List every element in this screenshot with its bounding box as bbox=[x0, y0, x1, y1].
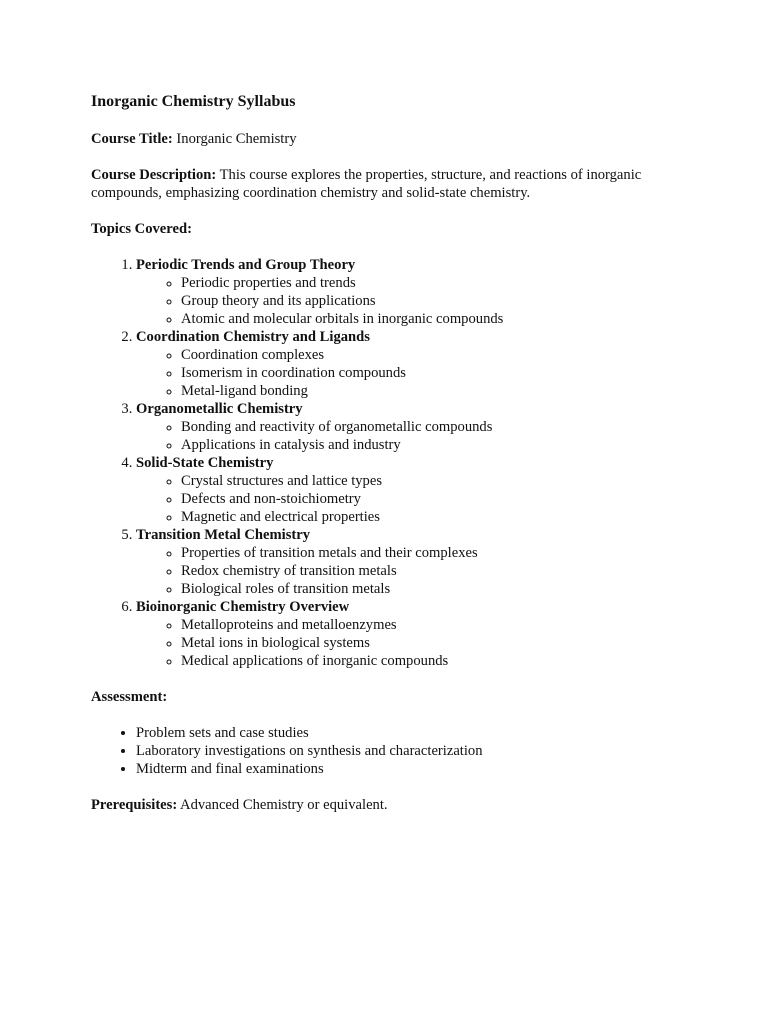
topic-item bbox=[136, 256, 681, 328]
subtopic-item: ◦ Metalloproteins and metalloenzymes bbox=[181, 616, 681, 634]
assessment-item: • Problem sets and case studies bbox=[136, 724, 681, 742]
topic-title: Solid-State Chemistry bbox=[136, 455, 274, 471]
topics-heading: Topics Covered: bbox=[91, 221, 192, 237]
document-page bbox=[91, 92, 681, 832]
topic-item bbox=[136, 400, 681, 454]
topic-title: Coordination Chemistry and Ligands bbox=[136, 329, 370, 345]
subtopic-item: ◦ Applications in catalysis and industry bbox=[181, 436, 681, 454]
subtopic-item: ◦ Metal ions in biological systems bbox=[181, 634, 681, 652]
subtopic-item: ◦ Magnetic and electrical properties bbox=[181, 508, 681, 526]
subtopic-item: ◦ Atomic and molecular orbitals in inorganic compounds bbox=[181, 310, 681, 328]
prerequisites-label: Prerequisites: bbox=[91, 797, 178, 813]
subtopic-item: ◦ Bonding and reactivity of organometallic compounds bbox=[181, 418, 681, 436]
subtopic-item: ◦ Isomerism in coordination compounds bbox=[181, 364, 681, 382]
course-description bbox=[91, 166, 681, 202]
assessment-list bbox=[91, 724, 681, 778]
subtopic-item: ◦ Redox chemistry of transition metals bbox=[181, 562, 681, 580]
document-title: Inorganic Chemistry Syllabus bbox=[91, 93, 296, 110]
subtopic-list bbox=[136, 274, 681, 328]
subtopic-list bbox=[136, 418, 681, 454]
subtopic-item: ◦ Coordination complexes bbox=[181, 346, 681, 364]
subtopic-item: ◦ Medical applications of inorganic compounds bbox=[181, 652, 681, 670]
subtopic-item: ◦ Group theory and its applications bbox=[181, 292, 681, 310]
topic-item bbox=[136, 328, 681, 400]
course-title-value: Inorganic Chemistry bbox=[176, 131, 297, 147]
course-title-label: Course Title: bbox=[91, 131, 173, 147]
subtopic-item: ◦ Defects and non-stoichiometry bbox=[181, 490, 681, 508]
topic-title: Periodic Trends and Group Theory bbox=[136, 257, 356, 273]
subtopic-list bbox=[136, 616, 681, 670]
course-title-line bbox=[91, 130, 681, 148]
subtopic-item: ◦ Metal-ligand bonding bbox=[181, 382, 681, 400]
subtopic-list bbox=[136, 472, 681, 526]
subtopic-item: ◦ Crystal structures and lattice types bbox=[181, 472, 681, 490]
prerequisites-line bbox=[91, 796, 681, 814]
prerequisites-value: Advanced Chemistry or equivalent. bbox=[180, 797, 388, 813]
course-description-label: Course Description: bbox=[91, 167, 217, 183]
subtopic-item: ◦ Periodic properties and trends bbox=[181, 274, 681, 292]
topic-title: Bioinorganic Chemistry Overview bbox=[136, 599, 350, 615]
subtopic-item: ◦ Properties of transition metals and their complexes bbox=[181, 544, 681, 562]
assessment-heading: Assessment: bbox=[91, 689, 168, 705]
subtopic-list bbox=[136, 346, 681, 400]
course-description-text: This course explores the properties, structure, and reactions of inorganic compounds, emphasizing coordination chemistry and solid-state chemistry. bbox=[91, 167, 642, 201]
topic-item bbox=[136, 526, 681, 598]
subtopic-item: ◦ Biological roles of transition metals bbox=[181, 580, 681, 598]
assessment-item: • Midterm and final examinations bbox=[136, 760, 681, 778]
topic-title: Transition Metal Chemistry bbox=[136, 527, 311, 543]
subtopic-list bbox=[136, 544, 681, 598]
topic-title: Organometallic Chemistry bbox=[136, 401, 303, 417]
topic-item bbox=[136, 598, 681, 670]
topic-item bbox=[136, 454, 681, 526]
assessment-item: • Laboratory investigations on synthesis and characterization bbox=[136, 742, 681, 760]
topics-list bbox=[91, 256, 681, 670]
